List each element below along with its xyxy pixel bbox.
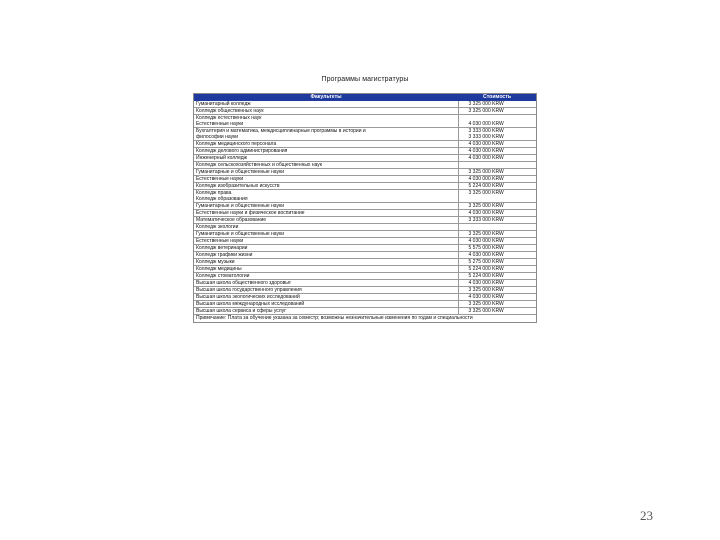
table-row [194, 183, 536, 190]
cost-cell: 5 224 000 KRW [458, 183, 536, 190]
cost-cell: 5 275 000 KRW [458, 259, 536, 266]
cost-cell: 4 030 000 KRW [458, 252, 536, 259]
table-row [194, 108, 536, 115]
cost-cell: 3 325 000 KRW [458, 203, 536, 210]
cost-cell: 3 333 000 KRW [468, 128, 504, 134]
table-row [194, 308, 536, 315]
page-number: 23 [640, 508, 653, 523]
cost-cell [458, 162, 536, 169]
faculty-cell: Высшая школа международных исследований [194, 301, 458, 308]
table-row [194, 210, 536, 217]
faculty-cell: Инженерный колледж [194, 155, 458, 162]
faculty-cell: Колледж медицинского персонала [194, 141, 458, 148]
cost-cell: 4 030 000 KRW [458, 210, 536, 217]
cost-cell: 4 030 000 KRW [458, 280, 536, 287]
table-row [194, 224, 536, 231]
faculty-cell: Высшая школа сервиса и сферы услуг [194, 308, 458, 315]
cost-cell: 4 030 000 KRW [458, 121, 536, 128]
table-row [194, 217, 536, 224]
note-row [194, 315, 536, 322]
table-row [194, 203, 536, 210]
table-row [194, 148, 536, 155]
faculty-cell: философии науки [194, 134, 458, 141]
cost-cell [458, 224, 536, 231]
faculty-cell: Математическое образование [194, 217, 458, 224]
faculty-cell: Колледж ветеринарии [194, 245, 458, 252]
cost-cell: 3 325 000 KRW [458, 287, 536, 294]
cost-cell: 5 224 000 KRW [458, 266, 536, 273]
cost-cell: 5 224 000 KRW [458, 273, 536, 280]
faculty-cell: Колледж права [194, 190, 458, 197]
faculty-cell: Колледж естественных наук [194, 115, 458, 122]
table-row [194, 280, 536, 287]
faculty-cell: Гуманитарный колледж [194, 101, 458, 108]
cost-cell: 3 333 000 KRW [458, 217, 536, 224]
faculty-cell: Естественные науки и физическое воспитание [194, 210, 458, 217]
faculty-cell: Колледж музыки [194, 259, 458, 266]
header-faculty: Факультеты [194, 94, 458, 101]
table-header-row [194, 94, 536, 101]
tuition-table-grid [194, 94, 536, 322]
faculty-cell: Колледж изобразительных искусств [194, 183, 458, 190]
faculty-cell: Естественные науки [194, 176, 458, 183]
cost-cell: 3 333 000 KRW [458, 134, 536, 141]
faculty-cell: Естественные науки [194, 121, 458, 128]
faculty-cell: Колледж образования [194, 196, 458, 203]
faculty-cell: Колледж стоматологии [194, 273, 458, 280]
table-body [194, 101, 536, 322]
cost-cell: 3 325 000 KRW [458, 169, 536, 176]
faculty-cell: Гуманитарные и общественные науки [194, 231, 458, 238]
cost-cell: 4 030 000 KRW [458, 176, 536, 183]
faculty-cell: Высшая школа общественного здоровья [194, 280, 458, 287]
cost-cell: 4 030 000 KRW [458, 148, 536, 155]
faculty-cell: Высшая школа экологических исследований [194, 294, 458, 301]
tuition-table [193, 93, 537, 323]
cost-cell: 4 030 000 KRW [458, 155, 536, 162]
cost-cell: 4 030 000 KRW [458, 141, 536, 148]
faculty-cell: Высшая школа государственного управления [194, 287, 458, 294]
faculty-cell: Колледж медицины [194, 266, 458, 273]
cost-cell: 3 325 000 KRW [458, 231, 536, 238]
table-note: Примечание: Плата за обучение указана за семестр; возможны незначительные изменения по годам и специальности [196, 315, 473, 321]
faculty-cell: Колледж экологии [194, 224, 458, 231]
faculty-cell: Колледж сельскохозяйственных и общественных наук [194, 162, 458, 169]
faculty-cell: Бухгалтерия и математика, междисциплинарные программы в истории и [194, 128, 458, 135]
table-row [194, 259, 536, 266]
faculty-cell: Колледж делового администрирования [194, 148, 458, 155]
faculty-cell: Колледж графики жизни [194, 252, 458, 259]
table-row [194, 245, 536, 252]
table-row [194, 287, 536, 294]
cost-cell: 5 575 000 KRW [458, 245, 536, 252]
cost-cell: 3 325 000 KRW [458, 108, 536, 115]
cost-cell: 4 030 000 KRW [458, 238, 536, 245]
faculty-cell: Естественные науки [194, 238, 458, 245]
table-row [194, 301, 536, 308]
faculty-cell: Колледж общественных наук [194, 108, 458, 115]
table-row [194, 294, 536, 301]
cost-cell: 3 325 000 KRW [458, 101, 536, 108]
table-row [194, 231, 536, 238]
page-title: Программы магистратуры [321, 76, 409, 83]
table-row [194, 266, 536, 273]
table-row [194, 252, 536, 259]
cost-cell: 3 325 000 KRW [458, 308, 536, 315]
table-row [194, 155, 536, 162]
cost-cell: 3 325 000 KRW [458, 301, 536, 308]
faculty-cell: Гуманитарные и общественные науки [194, 203, 458, 210]
table-row [194, 169, 536, 176]
table-row [194, 238, 536, 245]
faculty-cell: Гуманитарные и общественные науки [194, 169, 458, 176]
table-row [194, 162, 536, 169]
header-cost: Стоимость [458, 94, 536, 101]
table-row [194, 273, 536, 280]
cost-cell: 4 030 000 KRW [458, 294, 536, 301]
table-row [194, 176, 536, 183]
cost-cell: 3 325 000 KRW [468, 190, 504, 196]
table-row [194, 141, 536, 148]
